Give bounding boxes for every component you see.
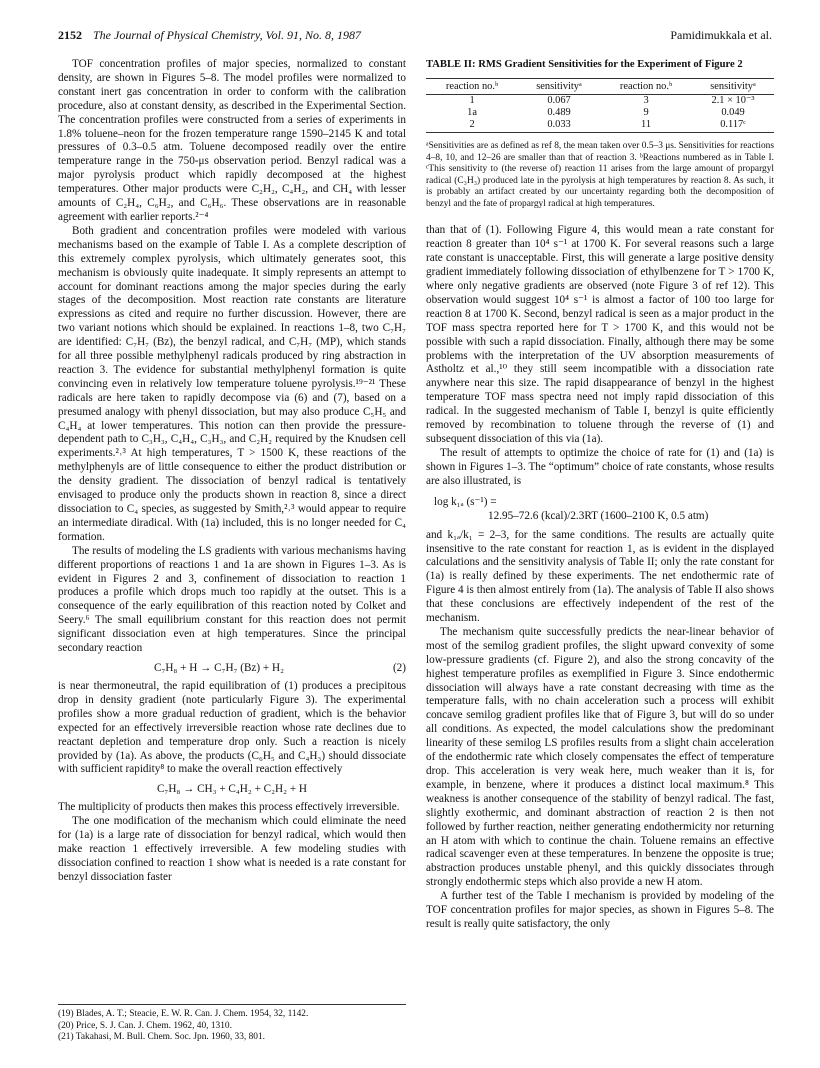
table-cell: 0.033 <box>518 119 600 133</box>
reference-item: (21) Takahasi, M. Bull. Chem. Soc. Jpn. 1960, 33, 801. <box>58 1032 265 1043</box>
paragraph: The mechanism quite successfully predicts the near-linear behavior of most of the semilog gradient profiles, the slight upward convexity of some low-pressure gradients (cf. Figure 2), and also the strong concavity of the highest temperature profiles as exemplified in Figure 3. Since endothermic dissociation will always have a rate constant decreasing with time as the temperature falls, with no chain acceleration such a process will exhibit concave semilog gradient profiles like that of Figure 3, but will do so under all conditions. As expected, the model calculations show the predominant linearity of these semilog LS profiles results from a slight chain acceleration of the endothermic rate which closely compensates the effect of temperature drop. This acceleration is very weak here, much weaker than it is, for example, in benzene, where it produces a distinct local maximum.⁸ This weakness is another consequence of the stability of benzyl radical. The fast, slightly exothermic, and dominant abstraction of reaction 2 is then not followed by further reaction, neither generating endothermicity nor returning an H atom with which to continue the chain. Toluene remains an effective radical scavenger even at these temperatures. In benzene the opposite is true; abstraction produces unstable phenyl, and this quickly dissociates through strongly endothermic steps which also provide a new H atom. <box>426 625 774 889</box>
table-cell: 1a <box>467 106 477 118</box>
reference-item: (20) Price, S. J. Can. J. Chem. 1962, 40, 1310. <box>58 1020 232 1031</box>
equation-overall <box>58 782 406 796</box>
table-cell: 0.489 <box>547 106 571 118</box>
table-title: TABLE II: RMS Gradient Sensitivities for the Experiment of Figure 2 <box>426 59 743 70</box>
equation-body: C₇H₈ → CH₃ + C₄H₂ + C₂H₂ + H <box>156 783 308 796</box>
equation-line: log k₁ₐ (s⁻¹) = <box>434 495 497 508</box>
references <box>58 1004 406 1044</box>
column-header: sensitivityᵃ <box>692 79 774 95</box>
rate-equation <box>426 495 774 523</box>
table-cell: 2.1 × 10⁻³ <box>711 95 755 106</box>
column-header: sensitivityᵃ <box>518 79 600 95</box>
table-row <box>426 107 774 119</box>
table-header-row <box>426 79 774 95</box>
table-cell: 2 <box>426 119 518 133</box>
table-footnote: ᵃSensitivities are as defined as ref 8, the mean taken over 0.5–3 μs. Sensitivities for reactions 4–8, 10, and 12–26 are smaller than that of reaction 3. ᵇReactions numbered as in Table I. ᶜThis sensitivity to (the reverse of) reaction 11 arises from the large amount of propargyl radical (C₃H₃) produced late in the pyrolysis at high temperatures by reaction 8. As such, it is probably an artifact created by our uncertainty regarding both the decomposition of benzyl and the fate of propargyl radical at high temperatures. <box>426 141 774 209</box>
paragraph: Both gradient and concentration profiles were modeled with various mechanisms based on the example of Table I. As a complete description of this extremely complex pyrolysis, which ultimately generates soot, this mechanism is obviously quite inadequate. It simply represents an attempt to account for dominant reactions among the major species during the early stages of the decomposition. Most reaction rate constants are literature expressions as cited and require no further discussion. However, there are two variant notions which should be explained. In reactions 1–8, two C₇H₇ are identified: C₇H₇ (Bz), the benzyl radical, and C₇H₇ (MP), which stands for all three possible methylphenyl radicals produced by ring abstraction in reaction 3. The evidence for substantial methylphenyl formation is quite convincing even in relatively low temperature toluene pyrolysis.¹⁹⁻²¹ These radicals are here taken to rapidly decompose via (6) and (7), based on a presumed analogy with phenyl dissociation, but may also produce C₅H₅ and C₄H₄ at lower temperatures. This notion can then provide the pressure-dependent path to C₃H₃, C₄H₄, C₃H₃, and C₂H₂ required by the Knudsen cell experiments.²˒³ At high temperatures, T > 1500 K, these reactions of the methylphenyls are of little consequence to either the product distribution or the density gradient. The dissociation of benzyl radical is tentatively envisaged to produce only the products shown in reaction 8, since a direct dissociation to C₄ species, as suggested by Smith,²˒³ would appear to require an intermediate diradical. With (1a) included, this is no longer needed for C₄ formation. <box>58 224 406 543</box>
paragraph: than that of (1). Following Figure 4, this would mean a rate constant for reaction 8 greater than 10⁴ s⁻¹ at 1700 K. For several reasons such a large rate constant is unacceptable. First, this will generate a large positive density gradient immediately following dissociation of ethylbenzene for T > 1700 K, where only negative gradients are observed (note Figure 3 of ref 12). This observation would suggest 10⁴ s⁻¹ is almost a factor of 100 too large for reaction 8 at 1700 K. Second, benzyl radical is seen as a major product in the TOF mass spectra reported here for T > 1700 K, and this would not be possible with such a rapid dissociation. Finally, although there may be some problems with the interpretation of the UV absorption measurements of Astholtz et al.,¹⁰ they still seem incompatible with a dissociation rate anywhere near this size. The rapid disappearance of benzyl in the highest temperature TOF mass spectra need not imply rapid dissociation of this radical. In the suggested mechanism of Table I, benzyl is quite efficiently removed by recombination to toluene through the reverse of (1) and subsequent dissociation of this via (1a). <box>426 224 774 445</box>
page-number: 2152 <box>58 28 82 42</box>
reference-item: (19) Blades, A. T.; Steacie, E. W. R. Can. J. Chem. 1954, 32, 1142. <box>58 1009 309 1019</box>
table-row <box>426 95 774 107</box>
table-cell: 9 <box>643 106 649 118</box>
table-cell: 11 <box>600 119 692 133</box>
right-column <box>426 58 774 932</box>
paragraph: TOF concentration profiles of major species, normalized to constant density, are shown in Figures 5–8. The model profiles were normalized to constant inert gas concentration in order to conform with the calibration procedure, also at constant density, as described in the Experimental Section. The concentration profiles were constructed from a series of experiments in 1.8% toluene–neon for the frozen temperature range 1590–2145 K and total pressures of 0.3–0.5 atm. Toluene decomposed readily over the entire temperature range in the 750-μs observation period. Benzyl radical was a major pyrolysis product which rapidly decomposed at the highest temperatures. Other major products were C₂H₂, C₄H₂, and CH₄ with lesser amounts of C₂H₄, C₆H₂, and C₆H₆. These observations are in reasonable agreement with earlier reports.²⁻⁴ <box>58 58 406 223</box>
journal-citation: The Journal of Physical Chemistry, Vol. 91, No. 8, 1987 <box>93 28 361 42</box>
paragraph: The results of modeling the LS gradients with various mechanisms having different proportions of reactions 1 and 1a are shown in Figures 1–3. As is evident in Figures 2 and 3, confinement of dissociation to reaction 1 produces a profile which drops much too rapidly at the outset. This is a consequence of the early equilibration of this reaction noted by Colket and Seery.⁶ The small equilibrium constant for this reaction does not permit significant dissociation even at high temperatures. Since the principal secondary reaction <box>58 544 406 655</box>
paragraph: The result of attempts to optimize the choice of rate for (1) and (1a) is shown in Figures 1–3. The “optimum” choice of rate constants, whose results are also illustrated, is <box>426 446 774 487</box>
paragraph: A further test of the Table I mechanism is provided by modeling of the TOF concentration profiles for major species, as shown in Figures 5–8. The result is really quite satisfactory, the only <box>426 890 774 930</box>
table-cell: 0.067 <box>547 95 571 106</box>
left-column <box>58 58 406 885</box>
running-header <box>58 28 772 48</box>
paragraph: is near thermoneutral, the rapid equilibration of (1) produces a precipitous drop in density gradient (note particularly Figure 3). The experimental profiles show a more gradual reduction of gradient, which is the behavior expected for an effectively irreversible reaction whose rate declines due to reactant depletion and temperature drop only. Such a reaction is nicely provided by (1a). As above, the products (C₆H₅ and C₄H₃) should dissociate with sufficient rapidity⁸ to make the overall reaction effectively <box>58 679 406 776</box>
column-header: reaction no.ᵇ <box>426 79 518 95</box>
table-cell: 1 <box>469 95 475 106</box>
running-authors: Pamidimukkala et al. <box>670 28 772 42</box>
paragraph: and k₁ₐ/k₁ = 2–3, for the same conditions. The results are actually quite insensitive to the rate constant for reaction 1, as is evident in the displayed calculations and the sensitivity analysis of Table II; only the rate constant for (1a) is really defined by these experiments. The net endothermic rate of Figure 4 is then almost entirely from (1a). The analysis of Table II also shows that these conclusions are effectively independent of the rest of the mechanism. <box>426 528 774 625</box>
table-row <box>426 119 774 133</box>
equation-number: (2) <box>392 661 406 674</box>
table-cell: 3 <box>643 95 649 106</box>
equation-body: C₇H₈ + H → C₇H₇ (Bz) + H₂ <box>153 661 284 674</box>
table-cell: 0.049 <box>721 106 745 118</box>
table-cell: 0.117ᶜ <box>692 119 774 133</box>
paragraph: The one modification of the mechanism which could eliminate the need for (1a) is a large rate of dissociation for benzyl radical, which would then make reaction 1 effectively irreversible. A few modeling studies with dissociation confined to reaction 1 show what is needed is a rate constant for benzyl dissociation faster <box>58 815 406 883</box>
column-header: reaction no.ᵇ <box>600 79 692 95</box>
equation-line: 12.95–72.6 (kcal)/2.3RT (1600–2100 K, 0.5 atm) <box>488 509 709 522</box>
paragraph: The multiplicity of products then makes this process effectively irreversible. <box>58 801 400 814</box>
sensitivity-table <box>426 78 774 133</box>
equation-2 <box>58 661 406 675</box>
